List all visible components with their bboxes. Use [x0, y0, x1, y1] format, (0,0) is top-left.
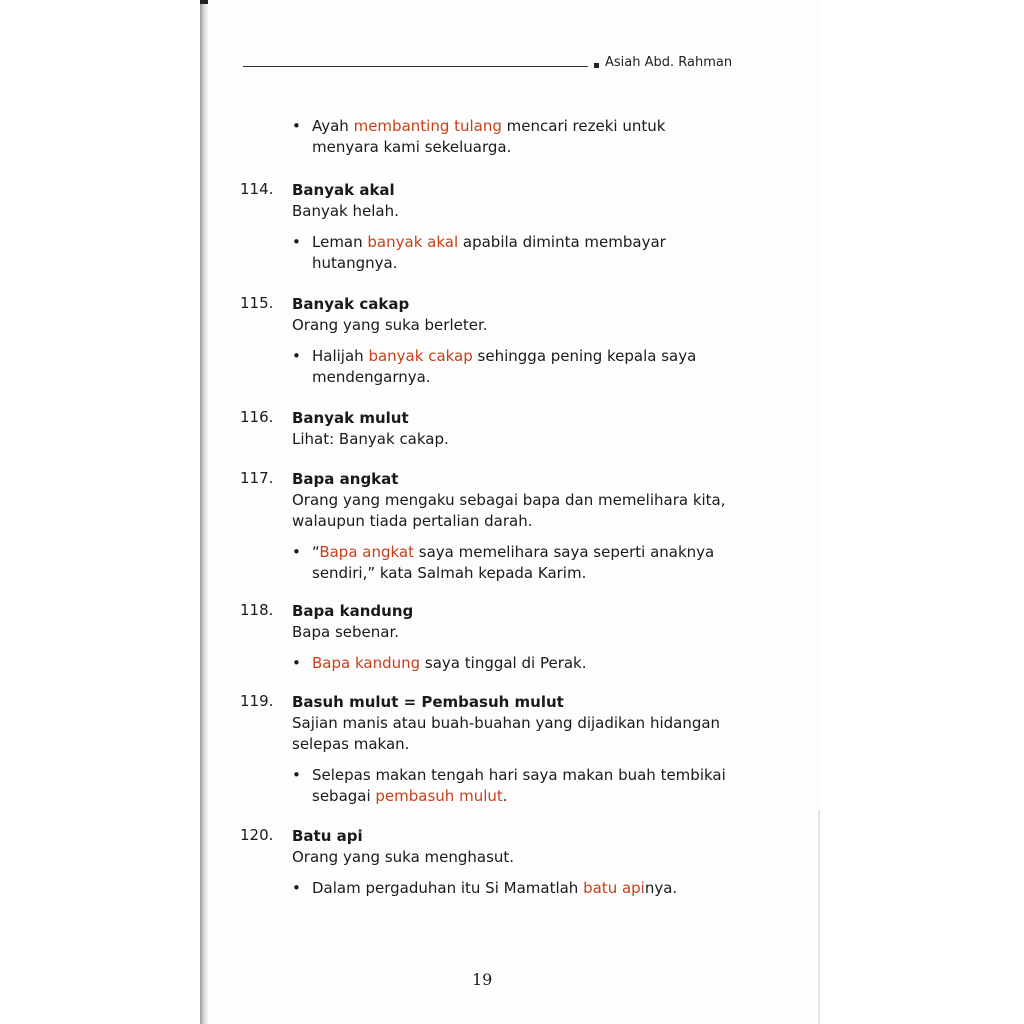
entry-number: 116.: [240, 408, 274, 426]
running-header: [243, 55, 733, 73]
example-text-after: sehingga pening kepala saya mendengarnya.: [312, 347, 697, 386]
book-spine-shadow: [200, 0, 208, 1024]
header-author: Asiah Abd. Rahman: [605, 55, 733, 70]
example-highlight: banyak akal: [367, 233, 459, 251]
bullet-dot: •: [292, 233, 301, 251]
example-text-before: Halijah: [312, 347, 369, 365]
entry-headword: Basuh mulut = Pembasuh mulut: [292, 693, 564, 711]
entry-example: [292, 232, 732, 274]
entry-definition: Lihat: Banyak cakap.: [292, 430, 449, 448]
example-text-after: saya tinggal di Perak.: [420, 654, 587, 672]
entry-definition: Bapa sebenar.: [292, 623, 400, 641]
example-highlight: batu api: [583, 879, 645, 897]
entry-definition: Sajian manis atau buah-buahan yang dijadikan hidangan selepas makan.: [292, 714, 721, 753]
page-edge: [818, 810, 820, 1024]
bullet-dot: •: [292, 543, 301, 561]
entry-number: 115.: [240, 294, 274, 312]
bullet-dot: •: [292, 347, 301, 365]
entry-definition: Orang yang suka berleter.: [292, 316, 488, 334]
example-highlight: membanting tulang: [353, 117, 502, 135]
entry-headword: Bapa kandung: [292, 602, 414, 620]
example-text-before: Leman: [312, 233, 368, 251]
example-text-before: Ayah: [312, 117, 354, 135]
entry-number: 120.: [240, 826, 274, 844]
entry-number: 119.: [240, 692, 274, 710]
entry-example: [292, 346, 732, 388]
example-text-before: “: [312, 543, 320, 561]
page-number: 19: [472, 970, 493, 989]
entry-number: 114.: [240, 180, 274, 198]
entry-number: 118.: [240, 601, 274, 619]
entry-number: 117.: [240, 469, 274, 487]
header-rule: [243, 66, 588, 67]
example-text-before: Selepas makan tengah hari saya makan buah tembikai sebagai: [312, 766, 726, 805]
example-text-after: nya.: [644, 879, 678, 897]
entry-headword: Banyak cakap: [292, 295, 410, 313]
bullet-dot: •: [292, 879, 301, 897]
entry-example: [292, 542, 732, 584]
example-highlight: Bapa angkat: [319, 543, 414, 561]
bullet-dot: •: [292, 654, 301, 672]
bullet-dot: •: [292, 766, 301, 784]
entry-example: [292, 653, 732, 674]
continued-example: [292, 116, 712, 158]
example-text-after: apabila diminta membayar hutangnya.: [312, 233, 666, 272]
example-text-after: mencari rezeki untuk menyara kami sekeluarga.: [312, 117, 666, 156]
example-text-after: .: [502, 787, 508, 805]
entry-definition: Banyak helah.: [292, 202, 399, 220]
example-highlight: Bapa kandung: [312, 654, 421, 672]
example-text-after: saya memelihara saya seperti anaknya sendiri,” kata Salmah kepada Karim.: [312, 543, 715, 582]
example-highlight: pembasuh mulut: [375, 787, 503, 805]
header-square-bullet: [594, 63, 599, 68]
entry-headword: Batu api: [292, 827, 363, 845]
bullet-dot: •: [292, 117, 301, 135]
example-text-before: Dalam pergaduhan itu Si Mamatlah: [312, 879, 584, 897]
entry-example: [292, 878, 732, 899]
entry-headword: Bapa angkat: [292, 470, 399, 488]
entry-example: [292, 765, 732, 807]
entry-headword: Banyak akal: [292, 181, 395, 199]
example-highlight: banyak cakap: [368, 347, 473, 365]
entry-definition: Orang yang mengaku sebagai bapa dan memelihara kita, walaupun tiada pertalian darah.: [292, 491, 726, 530]
entry-headword: Banyak mulut: [292, 409, 409, 427]
entry-definition: Orang yang suka menghasut.: [292, 848, 515, 866]
